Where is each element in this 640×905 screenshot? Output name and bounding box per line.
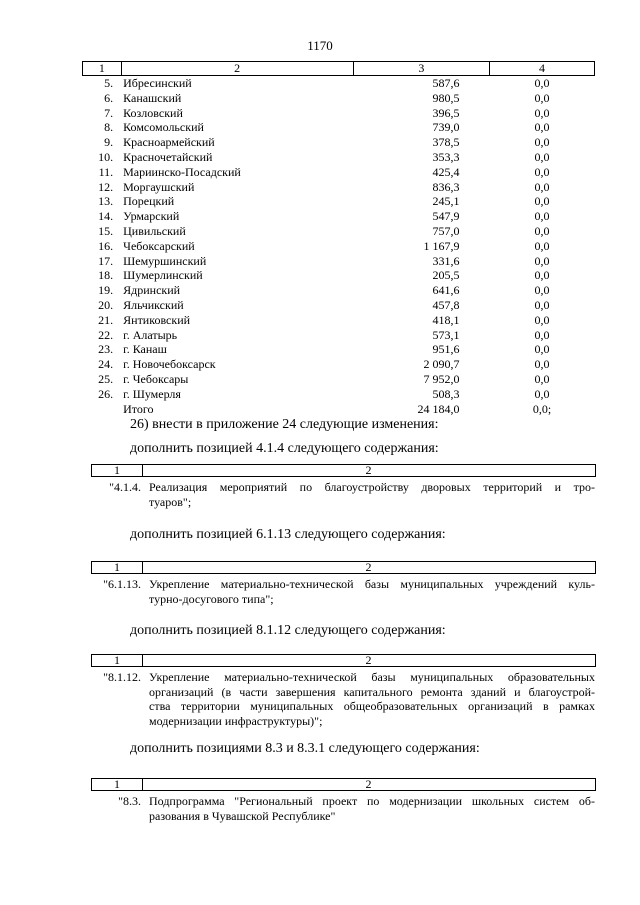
row-value: 739,0 (432, 120, 460, 135)
page-number: 1170 (307, 38, 333, 53)
row-number: 7. (104, 105, 114, 120)
table-row (83, 120, 595, 135)
table-row (83, 387, 595, 402)
row-value: 353,3 (432, 149, 460, 164)
row-name: Красночетайский (123, 149, 213, 164)
row-number: 9. (104, 135, 114, 150)
row-number: 16. (98, 238, 114, 253)
header-cell-1: 1 (92, 465, 143, 476)
table-row (83, 268, 595, 283)
table-row (83, 135, 595, 150)
position-text-line: Укрепление материально-технической базы муниципальных учреждений куль- (149, 577, 595, 591)
position-414 (91, 480, 596, 510)
row-extra: 0,0 (534, 297, 550, 312)
row-name: Ибресинский (123, 76, 192, 90)
row-number: 6. (104, 90, 114, 105)
header-cell-1: 1 (92, 779, 143, 790)
row-name: Козловский (123, 105, 183, 120)
row-name: Красноармейский (123, 135, 215, 150)
row-name: Янтиковский (123, 312, 191, 327)
table-row (83, 283, 595, 298)
row-extra: 0,0 (534, 194, 550, 209)
row-extra: 0,0 (534, 179, 550, 194)
table-row (83, 150, 595, 165)
row-value: 757,0 (432, 223, 460, 238)
header-cell-2: 2 (365, 653, 372, 667)
row-extra: 0,0 (534, 120, 550, 135)
row-extra: 0,0 (534, 327, 550, 342)
paragraph-add-6113: дополнить позицией 6.1.13 следующего содержания: (130, 527, 446, 542)
table-row (83, 372, 595, 387)
row-extra: 0,0 (534, 253, 550, 268)
row-value: 205,5 (432, 268, 460, 283)
row-extra: 0,0 (534, 90, 550, 105)
row-name: Урмарский (123, 209, 180, 224)
subsidy-table (82, 61, 595, 416)
total-label: Итого (123, 401, 154, 416)
row-name: Мариинско-Посадский (123, 164, 241, 179)
row-extra: 0,0 (534, 164, 550, 179)
header-cell-2: 2 (365, 560, 372, 574)
row-value: 508,3 (432, 386, 460, 401)
row-number: 18. (98, 268, 114, 283)
row-extra: 0,0 (534, 386, 550, 401)
header-cell-1: 1 (92, 655, 143, 666)
row-value: 425,4 (432, 164, 460, 179)
position-text-line: туаров"; (149, 494, 192, 509)
row-number: 19. (98, 283, 114, 298)
row-value: 2 090,7 (423, 357, 460, 372)
table-row (83, 165, 595, 180)
position-text-line: разования в Чувашской Республике" (149, 808, 336, 823)
position-header-6113 (91, 561, 596, 574)
table-total-row (83, 402, 595, 417)
table-row (83, 239, 595, 254)
row-value: 331,6 (432, 253, 460, 268)
row-value: 641,6 (432, 283, 460, 298)
row-value: 245,1 (432, 194, 460, 209)
position-header-83 (91, 778, 596, 791)
table-row (83, 194, 595, 209)
header-col-4: 4 (490, 62, 595, 76)
row-number: 26. (98, 386, 114, 401)
row-extra: 0,0 (534, 223, 550, 238)
row-number: 20. (98, 297, 114, 312)
row-number: 13. (98, 194, 114, 209)
row-number: 14. (98, 209, 114, 224)
row-value: 378,5 (432, 135, 460, 150)
table-header-row (83, 62, 595, 76)
row-extra: 0,0 (534, 209, 550, 224)
row-name: г. Шумерля (123, 386, 181, 401)
row-extra: 0,0 (534, 371, 550, 386)
paragraph-add-83: дополнить позициями 8.3 и 8.3.1 следующего содержания: (130, 741, 480, 756)
paragraph-26: 26) внести в приложение 24 следующие изменения: (130, 417, 439, 432)
table-row (83, 180, 595, 195)
header-cell-2: 2 (365, 463, 372, 477)
row-extra: 0,0 (534, 283, 550, 298)
row-value: 836,3 (432, 179, 460, 194)
row-name: Чебоксарский (123, 238, 195, 253)
row-name: г. Канаш (123, 342, 167, 357)
row-name: Ядринский (123, 283, 181, 298)
row-extra: 0,0 (534, 312, 550, 327)
position-text-line: Реализация мероприятий по благоустройству дворовых территорий и тро- (149, 480, 595, 494)
row-extra: 0,0 (534, 76, 550, 90)
table-row (83, 91, 595, 106)
position-text-line: турно-досугового типа"; (149, 591, 274, 606)
row-name: Моргаушский (123, 179, 195, 194)
position-text-line: Подпрограмма "Региональный проект по модернизации школьных систем об- (149, 794, 595, 808)
row-name: г. Алатырь (123, 327, 178, 342)
row-value: 951,6 (432, 342, 460, 357)
position-text-line: Укрепление материально-технической базы муниципальных образовательных (149, 670, 595, 684)
total-value: 24 184,0 (417, 401, 460, 416)
total-extra: 0,0; (532, 401, 552, 416)
position-text-line: ства территории муниципальных общеобразовательных организаций в рамках (149, 699, 595, 713)
header-col-2: 2 (121, 62, 353, 76)
row-value: 980,5 (432, 90, 460, 105)
row-name: Комсомольский (123, 120, 204, 135)
row-number: 10. (98, 149, 114, 164)
row-number: 5. (104, 76, 114, 90)
row-value: 587,6 (432, 76, 460, 90)
position-code: "8.1.12. (103, 670, 141, 684)
row-extra: 0,0 (534, 135, 550, 150)
position-code: "6.1.13. (103, 577, 141, 591)
row-value: 7 952,0 (423, 371, 460, 386)
row-name: Канашский (123, 90, 182, 105)
row-extra: 0,0 (534, 268, 550, 283)
row-value: 418,1 (432, 312, 460, 327)
row-name: Шумерлинский (123, 268, 203, 283)
position-header-8112 (91, 654, 596, 667)
row-value: 573,1 (432, 327, 460, 342)
table-body (83, 76, 595, 402)
row-extra: 0,0 (534, 357, 550, 372)
row-number: 11. (98, 164, 114, 179)
row-extra: 0,0 (534, 149, 550, 164)
table-row (83, 224, 595, 239)
row-number: 23. (98, 342, 114, 357)
row-name: Цивильский (123, 223, 186, 238)
table-row (83, 209, 595, 224)
row-name: Яльчикский (123, 297, 184, 312)
header-col-3: 3 (353, 62, 489, 76)
position-code: "4.1.4. (109, 480, 141, 494)
row-number: 15. (98, 223, 114, 238)
paragraph-add-414: дополнить позицией 4.1.4 следующего содержания: (130, 441, 439, 456)
table-row (83, 254, 595, 269)
row-number: 17. (98, 253, 114, 268)
table-row (83, 328, 595, 343)
table-row (83, 76, 595, 91)
row-value: 457,8 (432, 297, 460, 312)
row-number: 8. (104, 120, 114, 135)
table-row (83, 298, 595, 313)
header-col-1: 1 (83, 62, 122, 76)
position-83 (91, 794, 596, 824)
position-text-line: организаций (в части завершения капитального ремонта зданий и благоустрой- (149, 684, 595, 699)
table-row (83, 357, 595, 372)
row-value: 396,5 (432, 105, 460, 120)
row-extra: 0,0 (534, 238, 550, 253)
total-empty-cell (83, 402, 122, 417)
row-extra: 0,0 (534, 342, 550, 357)
paragraph-add-8112: дополнить позицией 8.1.12 следующего содержания: (130, 623, 446, 638)
row-name: г. Чебоксары (123, 371, 189, 386)
row-name: Шемуршинский (123, 253, 207, 268)
position-text-line: модернизации инфраструктуры)"; (149, 713, 323, 728)
row-number: 12. (98, 179, 114, 194)
header-cell-1: 1 (92, 562, 143, 573)
row-value: 547,9 (432, 209, 460, 224)
position-header-414 (91, 464, 596, 477)
table-row (83, 106, 595, 121)
position-6113 (91, 577, 596, 607)
header-cell-2: 2 (365, 777, 372, 791)
row-extra: 0,0 (534, 105, 550, 120)
row-name: Порецкий (123, 194, 175, 209)
row-value: 1 167,9 (423, 238, 460, 253)
table-row (83, 342, 595, 357)
position-8112 (91, 670, 596, 730)
row-number: 22. (98, 327, 114, 342)
row-number: 21. (98, 312, 114, 327)
table-row (83, 313, 595, 328)
row-name: г. Новочебоксарск (123, 357, 216, 372)
row-number: 24. (98, 357, 114, 372)
position-code: "8.3. (118, 794, 141, 808)
row-number: 25. (98, 371, 114, 386)
